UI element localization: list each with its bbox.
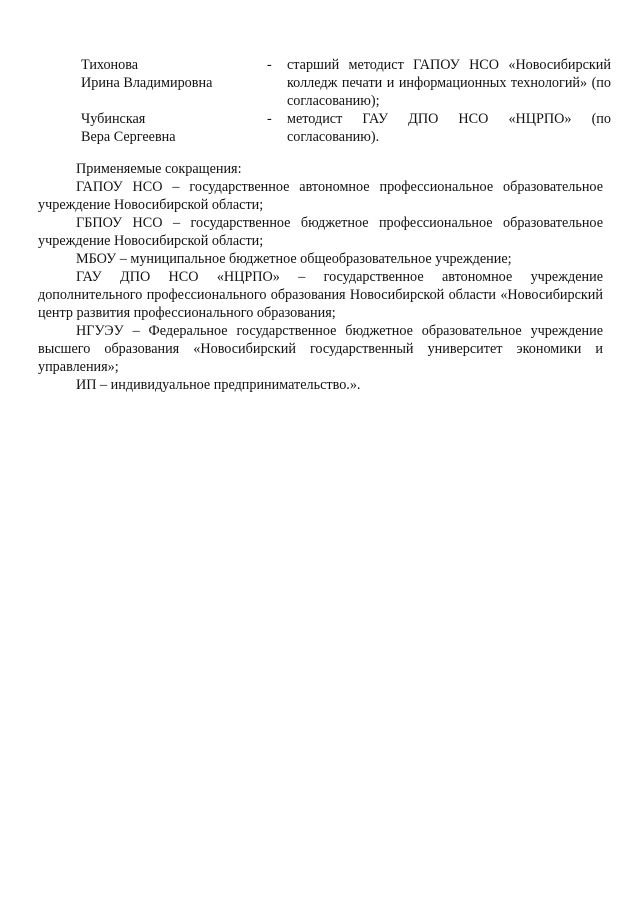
abbreviation-item: ГАУ ДПО НСО «НЦРПО» – государственное автономное учреждение дополнительного профессионального образования Новосибирской области «Новосибирский центр развития профессионального образования; — [38, 269, 603, 321]
member-dash: - — [267, 57, 272, 73]
member-role: методист ГАУ ДПО НСО «НЦРПО» (по согласованию). — [287, 111, 611, 145]
abbreviations-section — [38, 160, 603, 394]
abbreviation-item: ГАПОУ НСО – государственное автономное профессиональное образовательное учреждение Новосибирской области; — [38, 179, 603, 213]
member-role: старший методист ГАПОУ НСО «Новосибирский колледж печати и информационных технологий» (по согласованию); — [287, 57, 611, 109]
abbreviation-item: ГБПОУ НСО – государственное бюджетное профессиональное образовательное учреждение Новосибирской области; — [38, 215, 603, 249]
member-name — [81, 110, 267, 146]
member-given-name: Вера Сергеевна — [81, 129, 176, 145]
abbreviations-heading: Применяемые сокращения: — [76, 161, 242, 177]
member-row — [81, 110, 611, 146]
member-name — [81, 56, 267, 110]
abbreviation-item: ИП – индивидуальное предпринимательство.». — [76, 377, 361, 393]
member-dash: - — [267, 111, 272, 127]
member-given-name: Ирина Владимировна — [81, 75, 213, 91]
abbreviation-item: НГУЭУ – Федеральное государственное бюджетное образовательное учреждение высшего образования «Новосибирский государственный университет экономики и управления»; — [38, 323, 603, 375]
member-surname: Чубинская — [81, 111, 146, 127]
commission-members-list — [81, 56, 611, 146]
member-row — [81, 56, 611, 110]
member-surname: Тихонова — [81, 57, 139, 73]
abbreviation-item: МБОУ – муниципальное бюджетное общеобразовательное учреждение; — [76, 251, 512, 267]
